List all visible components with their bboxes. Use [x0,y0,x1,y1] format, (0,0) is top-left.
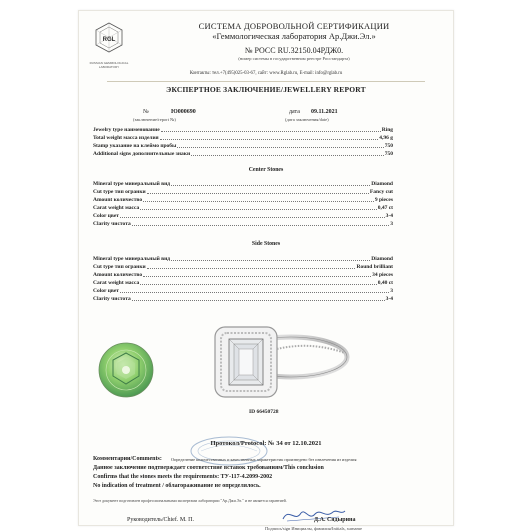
row-value: Round brilliant [356,264,393,270]
row-label: Carat weight масса [93,280,140,286]
jewelry-row [93,133,393,141]
row-label: Cut type тип огранки [93,189,146,195]
row-value: 750 [384,143,393,149]
protocol-line: Протокол/Protocol: № 34 от 12.10.2021 [210,440,322,447]
row-label: Amount количество [93,197,143,203]
lab-name: «Геммологическая лаборатория Ар.Джи.Эл.» [212,31,376,41]
row-label: Color цвет [93,213,119,219]
center-stone-row [93,219,393,227]
row-label: Amount количество [93,272,143,278]
side-stone-row [93,294,393,302]
report-date-caption: (дата заключения/date) [285,117,329,122]
report-date-label: дата [289,109,300,115]
signer-name: Д.А. Сядырина [314,517,356,523]
row-value: 4,96 g [379,135,393,141]
row-label: Clarity чистота [93,221,131,227]
row-value: Diamond [371,181,393,187]
hologram-seal [97,341,155,404]
row-label: Carat weight масса [93,205,140,211]
row-value: 3 [390,221,393,227]
report-date: 09.11.2021 [311,109,338,115]
treatment-note: No indication of treatment / облагораживание не определялось. [93,483,261,489]
row-label: Color цвет [93,288,119,294]
signature-caption: Подпись/sign Инициалы, фамилия/Initials, surname [265,526,362,531]
document-title: ЭКСПЕРТНОЕ ЗАКЛЮЧЕНИЕ/JEWELLERY REPORT [166,85,366,94]
org-title: СИСТЕМА ДОБРОВОЛЬНОЙ СЕРТИФИКАЦИИ [198,21,390,31]
report-number: Ю000690 [171,109,196,115]
row-value: 3-4 [385,213,393,219]
conclusion-ru: Данное заключение подтверждает соответствие вставок требованиям/This conclusion [93,465,324,471]
center-stone-row [93,203,393,211]
center-stone-row [93,179,393,187]
row-value: Fancy cut [369,189,393,195]
disclaimer: Этот документ подготовлен профессиональными экспертами лаборатории "Ар.Джи.Эл." и не является гарантией. [93,498,287,503]
row-label: Additional signs дополнительные знаки [93,151,191,157]
row-label: Mineral type минеральный вид [93,256,171,262]
jewelry-row [93,141,393,149]
divider [107,81,425,82]
row-label: Cut type тип огранки [93,264,146,270]
report-number-caption: (заключение/report №) [133,117,176,122]
row-value: 0,47 ct [377,205,393,211]
side-stones-title: Side Stones [251,241,281,247]
row-value: 750 [384,151,393,157]
jewelry-row [93,149,393,157]
row-label: Stamp указание на клеймо пробы [93,143,177,149]
chief-label: Руководитель/Chief. М. П. [127,517,195,523]
row-value: 9 pieces [374,197,393,203]
row-label: Mineral type минеральный вид [93,181,171,187]
rgl-emblem-icon [92,21,126,61]
side-stone-row [93,286,393,294]
row-value: Ring [381,127,393,133]
row-value: 34 pieces [372,272,393,278]
reg-number: № РОСС RU.32150.04РДЖ0. [244,46,344,55]
logo-text: RGL [102,37,116,43]
center-stone-row [93,195,393,203]
logo-caption: RUSSIAN GEMMOLOGICAL LABORATORY [89,61,129,69]
contacts-line: Контакты: тел.+7(495)025-03-67, сайт: www.Rglab.ru, E-mail: info@rglab.ru [189,71,343,76]
row-label: Total weight масса изделия [93,135,159,141]
jewelry-row [93,125,393,133]
row-value: 3 [390,288,393,294]
side-stone-row [93,262,393,270]
comments-label: Комментарии/Comments: [93,456,162,462]
side-stone-row [93,278,393,286]
reg-caption: (номер системы в государственном реестре Росстандарта) [238,56,350,61]
certificate-page [78,10,454,531]
row-value: 3-4 [385,296,393,302]
side-stone-row [93,254,393,262]
rgl-logo [89,21,129,75]
side-stone-row [93,270,393,278]
row-value: Diamond [371,256,393,262]
ring-photo [201,319,351,414]
row-label: Clarity чистота [93,296,131,302]
center-stone-row [93,211,393,219]
conclusion-en: Confirms that the stones meets the requirements: ТУ-117-4.2099-2002 [93,474,273,480]
report-number-label: № [143,109,149,115]
row-label: Jewelry type наименование [93,127,160,133]
center-stone-row [93,187,393,195]
row-value: 0,40 ct [377,280,393,286]
comments-text: Определение количественных и качественных характеристик произведено без извлечения из изделия [171,457,357,462]
id-number: ID 66450728 [249,409,279,415]
center-stones-title: Center Stones [248,167,284,173]
